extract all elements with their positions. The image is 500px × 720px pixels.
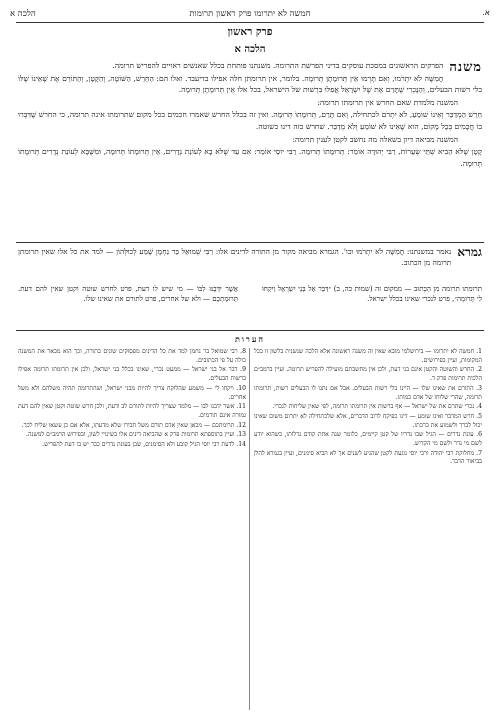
notes-right-column (254, 348, 482, 468)
gemara-section (18, 246, 482, 268)
commentary-left-column: אֲשֶׁר יִדְּבֶנּוּ לִבּוֹ — מי שיש לו דעת, פרט לחרש שוטה וקטן שאין להם דעת. תְּרוּמַתְכֶם — ולא של אחרים, פרט לתורם את שאינו שלו. (18, 285, 238, 304)
mishnah-intro: הפרקים הראשונים במסכת עוסקים בדיני הפרשת התרומה. משנתנו פותחת בכלל שאנשים ראויים להפריש תרומה. (112, 61, 444, 70)
note-item: 6. עונת נדרים — הגיל שבו נדריו של קטן קיימים, כלומר שנה אחת קודם גדלותו, כשהוא יודע לשם מי נדר ולשם מי הקדיש. (254, 431, 482, 448)
note-item: 8. רבי שמואל בר נחמן למד את כל הדינים מפסוקים שונים בתורה, וכך הוא מבאר את המשנה כולה על פי הכתובים. (18, 348, 246, 364)
notes-title: הערות (235, 334, 265, 344)
running-header (10, 8, 490, 22)
header-halakha: הלכה א (10, 9, 36, 19)
mishnah-paragraph: חֲמִשָּׁה לֹא יִתְרֹמוּ, וְאִם תָּרְמוּ אֵין תְּרוּמָתָן תְּרוּמָה. בלומר, אין תרומתן חלה אפילו בדיעבד. ואלו הם: הַחֵרֵשׁ, הַשּׁוֹטֶה, וְהַקָּטָן, וְהַתּוֹרֵם אֶת שֶׁאֵינוֹ שֶׁלּוֹ בלי רשות הבעלים, וְהַנָּכְרִי שֶׁתָּרַם אֶת שֶׁל יִשְׂרָאֵל אֲפִלּוּ בִּרְשׁוּת של הישראל, בכל אלו אֵין תְּרוּמָתָן תְּרוּמָה. (18, 73, 482, 95)
mishnah-paragraph: קָטָן שֶׁלֹּא הֵבִיא שְׁתֵּי שְׂעָרוֹת, רַבִּי יְהוּדָה אוֹמֵר: תְּרוּמָתוֹ תְּרוּמָה. רַבִּי יוֹסֵי אוֹמֵר: אִם עַד שֶׁלֹּא בָא לְעוֹנַת נְדָרִים, אֵין תְּרוּמָתוֹ תְּרוּמָה, וּמִשֶּׁבָּא לְעוֹנַת נְדָרִים תְּרוּמָתוֹ תְּרוּמָה. (18, 147, 482, 168)
note-item: 12. תרומתכם — מכאן שאין אדם תורם משל חבירו שלא מדעתו, אלא אם כן עשאו שליח לכך. (21, 421, 246, 429)
commentary-top (18, 284, 482, 324)
note-item: 7. מחלוקת רבי יהודה ורבי יוסי נוגעת לקטן שהגיע לשנים אך לא הביא סימנים, ועיין בגמרא להלן בביאור הדבר. (254, 449, 482, 466)
page-number: א. (482, 8, 490, 17)
mishnah-paragraph: חֵרֵשׁ הַמְדַבֵּר וְאֵינוֹ שׁוֹמֵעַ, לֹא יִתְרֹם לכתחילה, וְאִם תָּרַם, תְּרוּמָתוֹ תְּרוּמָה. ואין זה בכלל החרש שאמרו חכמים בכל מקום שתרומתו אינה תרומה, כי החרשׁ שֶׁדִּבְּרוּ בוֹ חֲכָמִים בְּכָל מָקוֹם, הוא שֶׁאֵינוֹ לֹא שׁוֹמֵעַ וְלֹא מְדַבֵּר. שחרש כזה דינו כשוטה. (18, 110, 482, 131)
commentary-right-column: תרומתו תרומה מִן הַכָּתוּב — ממקום זה (שמות כה, ב) ״דַּבֵּר אֶל בְּנֵי יִשְׂרָאֵל וְיִקְחוּ לִי תְּרוּמָה״, פרט לנכרי שאינו בכלל ישראל. (262, 285, 482, 304)
column-divider (249, 348, 250, 710)
halakha-title: הלכה א (234, 44, 266, 55)
note-item: 13. ועיין בתוספתא תרומות פרק א שהביאה דינים אלו בשינויי לשון, ובפירוש הרמב״ם למשנה. (26, 431, 246, 439)
mishnah-label: משנה (449, 60, 482, 75)
note-item: 3. התורם את שאינו שלו — היינו בלי רשות הבעלים. אבל אם נתנו לו הבעלים רשות, תרומתו תרומה, שהרי שלוחו של אדם כמותו. (254, 384, 482, 401)
note-item: 9. דבר אל בני ישראל — ממעט נכרי, שאינו בכלל בני ישראל, ולכן אין תרומתו תרומה אפילו ברשות הבעלים. (18, 366, 246, 383)
note-item: 5. חרש המדבר ואינו שומע — דינו כפיקח לרוב הדברים, אלא שלכתחילה לא יתרום משום שאינו יכול לברך ולשמוע את ברכתו. (254, 412, 482, 429)
mishnah-paragraph: המשנה מביאה דיון בשאלה מה נחשב לקטן לענין תרומה: (292, 134, 458, 144)
gemara-text: נאמר במשנתנו: חֲמִשָּׁה לֹא יִתְרֹמוּ וכו'. הגמרא מביאה מקור מן התורה לדינים אלו: רַבִּי שְׁמוּאֵל בַּר נַחְמָן שָׁמַע לְכוּלְּהוֹן — למד את כל אלו שאין תרומתן תרומה מן הכתוב. (18, 247, 452, 267)
gemara-label: גמרא (457, 245, 482, 259)
mishnah-section (18, 60, 482, 170)
note-item: 2. החרש והשוטה והקטן אינם בני דעת, ולכן אין מחשבתם מועילה להפריש תרומה. ועיין ברמב״ם הלכות תרומות פרק ד. (254, 366, 482, 383)
note-item: 4. נכרי שתרם את של ישראל — אף ברשות אין תרומתו תרומה, לפי שאין שליחות לנכרי. (272, 403, 482, 411)
mishnah-paragraph: המשנה מלמדת שאם החרש אין תרומתו תרומה: (317, 97, 458, 107)
notes-left-column (18, 348, 246, 451)
note-item: 11. אשר ידבנו לבו — מלמד שצריך להיות לתורם לב ודעת, ולכן חרש שוטה וקטן שאין להם דעת גמורה אינם תורמים. (17, 403, 246, 419)
note-item: 1. חמשה לא יתרומו — בירושלמי מובא שאין זה משנה ראשונה אלא הלכה שנשנית בלשון זו בכל המקומות, ועיין בפירושים. (254, 348, 482, 364)
note-item: 10. ויקחו לי — משמע שהלוקח צריך להיות מבני ישראל, ושהתרומה תהיה משלהם ולא משל אחרים. (18, 384, 246, 401)
header-rule (16, 22, 484, 23)
note-item: 14. לדעת רבי יוסי הגיל קובע ולא הסימנים, שכן בעונת נדרים כבר יש בו דעת להפריש. (42, 441, 246, 449)
header-title: חמשה לא יתרומו פרק ראשון תרומות (189, 9, 311, 19)
notes-rule (16, 330, 484, 331)
chapter-title: פרק ראשון (227, 26, 273, 38)
section-rule (16, 242, 484, 243)
notes-section (18, 348, 482, 712)
